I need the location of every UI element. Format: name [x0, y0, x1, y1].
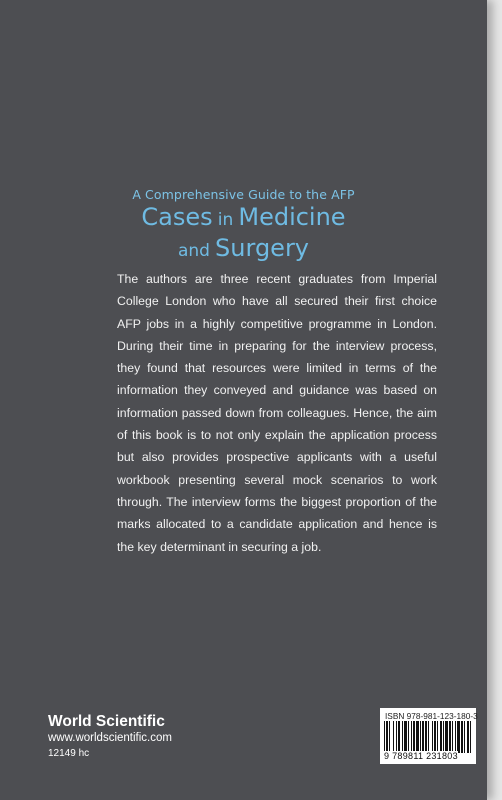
barcode-bar	[440, 721, 442, 753]
isbn-label: ISBN 978-981-123-180-3	[385, 711, 478, 721]
barcode-bar	[389, 721, 390, 753]
barcode-bar	[455, 721, 456, 753]
book-title	[0, 203, 487, 265]
barcode-bar	[467, 721, 469, 753]
barcode-bar	[411, 721, 412, 753]
barcode-bars	[384, 721, 472, 753]
isbn-barcode	[380, 708, 476, 764]
barcode-bar	[408, 721, 409, 753]
barcode-bar	[445, 721, 448, 753]
barcode-bar	[452, 721, 453, 753]
publisher-name: World Scientific	[48, 713, 165, 730]
barcode-bar	[443, 721, 444, 753]
barcode-bar	[425, 721, 427, 753]
barcode-bar	[420, 721, 421, 753]
publisher-url: www.worldscientific.com	[48, 732, 172, 744]
barcode-bar	[413, 721, 415, 753]
barcode-bar	[384, 721, 385, 753]
book-subtitle: A Comprehensive Guide to the AFP	[132, 187, 355, 202]
barcode-bar	[464, 721, 465, 753]
barcode-bar	[422, 721, 424, 753]
barcode-bar	[432, 721, 433, 753]
barcode-bar	[461, 721, 463, 753]
title-word-cases: Cases	[141, 203, 213, 231]
barcode-bar	[457, 721, 460, 753]
barcode-bar	[437, 721, 438, 753]
barcode-bar	[416, 721, 419, 753]
barcode-bar	[396, 721, 397, 753]
barcode-bar	[386, 721, 388, 753]
title-word-surgery: Surgery	[215, 234, 310, 262]
barcode-bar	[434, 721, 436, 753]
barcode-bar	[398, 721, 400, 753]
barcode-bar	[449, 721, 451, 753]
barcode-bar	[428, 721, 429, 753]
title-word-medicine: Medicine	[238, 203, 346, 231]
barcode-digits: 9 789811 231803	[384, 751, 458, 761]
barcode-bar	[470, 721, 471, 753]
title-word-in: in	[217, 210, 234, 230]
barcode-bar	[393, 721, 394, 753]
barcode-bar	[404, 721, 407, 753]
publisher-code: 12149 hc	[48, 748, 90, 759]
title-word-and: and	[177, 241, 210, 261]
book-description: The authors are three recent graduates from Imperial College London who have all secured their first choice AFP jobs in a highly competitive programme in London. During their time in preparing for the interview process, they found that resources were limited in terms of the information they conveyed and guidance was based on information passed down from colleagues. Hence, the aim of this book is to not only explain the application process but also provides prospective applicants with a useful workbook presenting several mock scenarios to work through. The interview forms the biggest proportion of the marks allocated to a candidate application and hence is the key determinant in securing a job.	[117, 272, 437, 554]
barcode-bar	[402, 721, 403, 753]
publisher-block	[48, 713, 172, 761]
